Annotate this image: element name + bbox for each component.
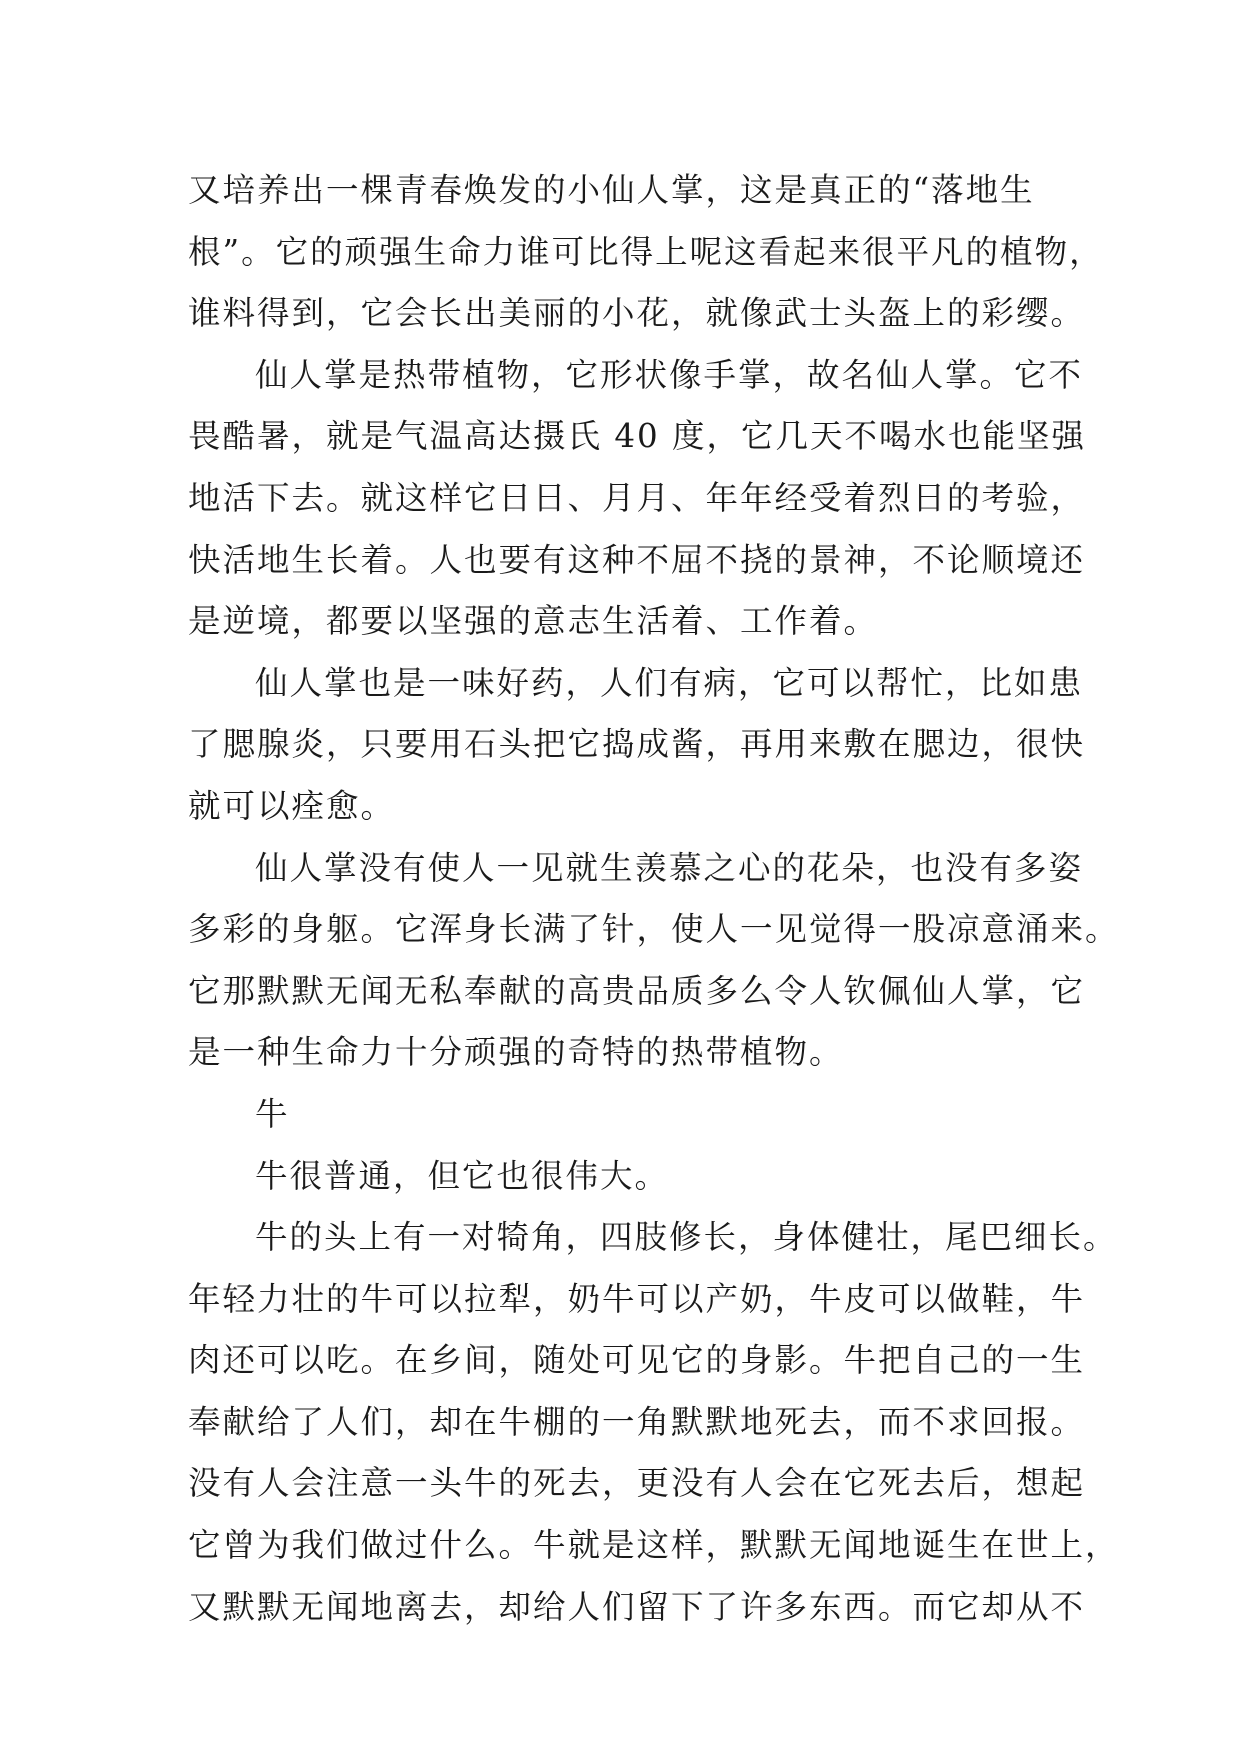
text-line: 牛很普通，但它也很伟大。 bbox=[255, 1156, 670, 1195]
text-line: 它那默默无闻无私奉献的高贵品质多么令人钦佩仙人掌，它 bbox=[188, 971, 1086, 1010]
document-body-text bbox=[188, 160, 1120, 1638]
text-line: 奉献给了人们，却在牛棚的一角默默地死去，而不求回报。 bbox=[188, 1402, 1086, 1441]
text-line: 仙人掌是热带植物，它形状像手掌，故名仙人掌。它不 bbox=[255, 355, 1084, 394]
text-line: 是逆境，都要以坚强的意志生活着、工作着。 bbox=[188, 602, 879, 641]
text-line: 根”。它的顽强生命力谁可比得上呢这看起来很平凡的植物， bbox=[188, 232, 1104, 271]
text-line: 仙人掌也是一味好药，人们有病，它可以帮忙，比如患 bbox=[255, 663, 1084, 702]
text-line: 地活下去。就这样它日日、月月、年年经受着烈日的考验， bbox=[188, 478, 1086, 517]
text-line: 肉还可以吃。在乡间，随处可见它的身影。牛把自己的一生 bbox=[188, 1341, 1086, 1380]
text-line: 又培养出一棵青春焕发的小仙人掌，这是真正的“落地生 bbox=[188, 171, 1035, 209]
text-line: 畏酷暑，就是气温高达摄氏 40 度，它几天不喝水也能坚强 bbox=[188, 417, 1087, 456]
text-line: 仙人掌没有使人一见就生羡慕之心的花朵，也没有多姿 bbox=[255, 848, 1084, 887]
text-line: 了腮腺炎，只要用石头把它捣成酱，再用来敷在腮边，很快 bbox=[188, 725, 1086, 764]
text-line: 是一种生命力十分顽强的奇特的热带植物。 bbox=[188, 1033, 844, 1072]
text-line: 谁料得到，它会长出美丽的小花，就像武士头盔上的彩缨。 bbox=[188, 294, 1086, 333]
text-line: 多彩的身躯。它浑身长满了针，使人一见觉得一股凉意涌来。 bbox=[188, 910, 1120, 949]
text-line: 牛 bbox=[255, 1094, 290, 1133]
text-line: 牛的头上有一对犄角，四肢修长，身体健壮，尾巴细长。 bbox=[255, 1218, 1118, 1257]
text-line: 年轻力壮的牛可以拉犁，奶牛可以产奶，牛皮可以做鞋，牛 bbox=[188, 1279, 1086, 1318]
text-line: 快活地生长着。人也要有这种不屈不挠的景神，不论顺境还 bbox=[188, 540, 1086, 579]
text-line: 它曾为我们做过什么。牛就是这样，默默无闻地诞生在世上， bbox=[188, 1526, 1120, 1565]
text-line: 没有人会注意一头牛的死去，更没有人会在它死去后，想起 bbox=[188, 1464, 1086, 1503]
text-line: 又默默无闻地离去，却给人们留下了许多东西。而它却从不 bbox=[188, 1587, 1086, 1626]
text-line: 就可以痊愈。 bbox=[188, 786, 396, 825]
